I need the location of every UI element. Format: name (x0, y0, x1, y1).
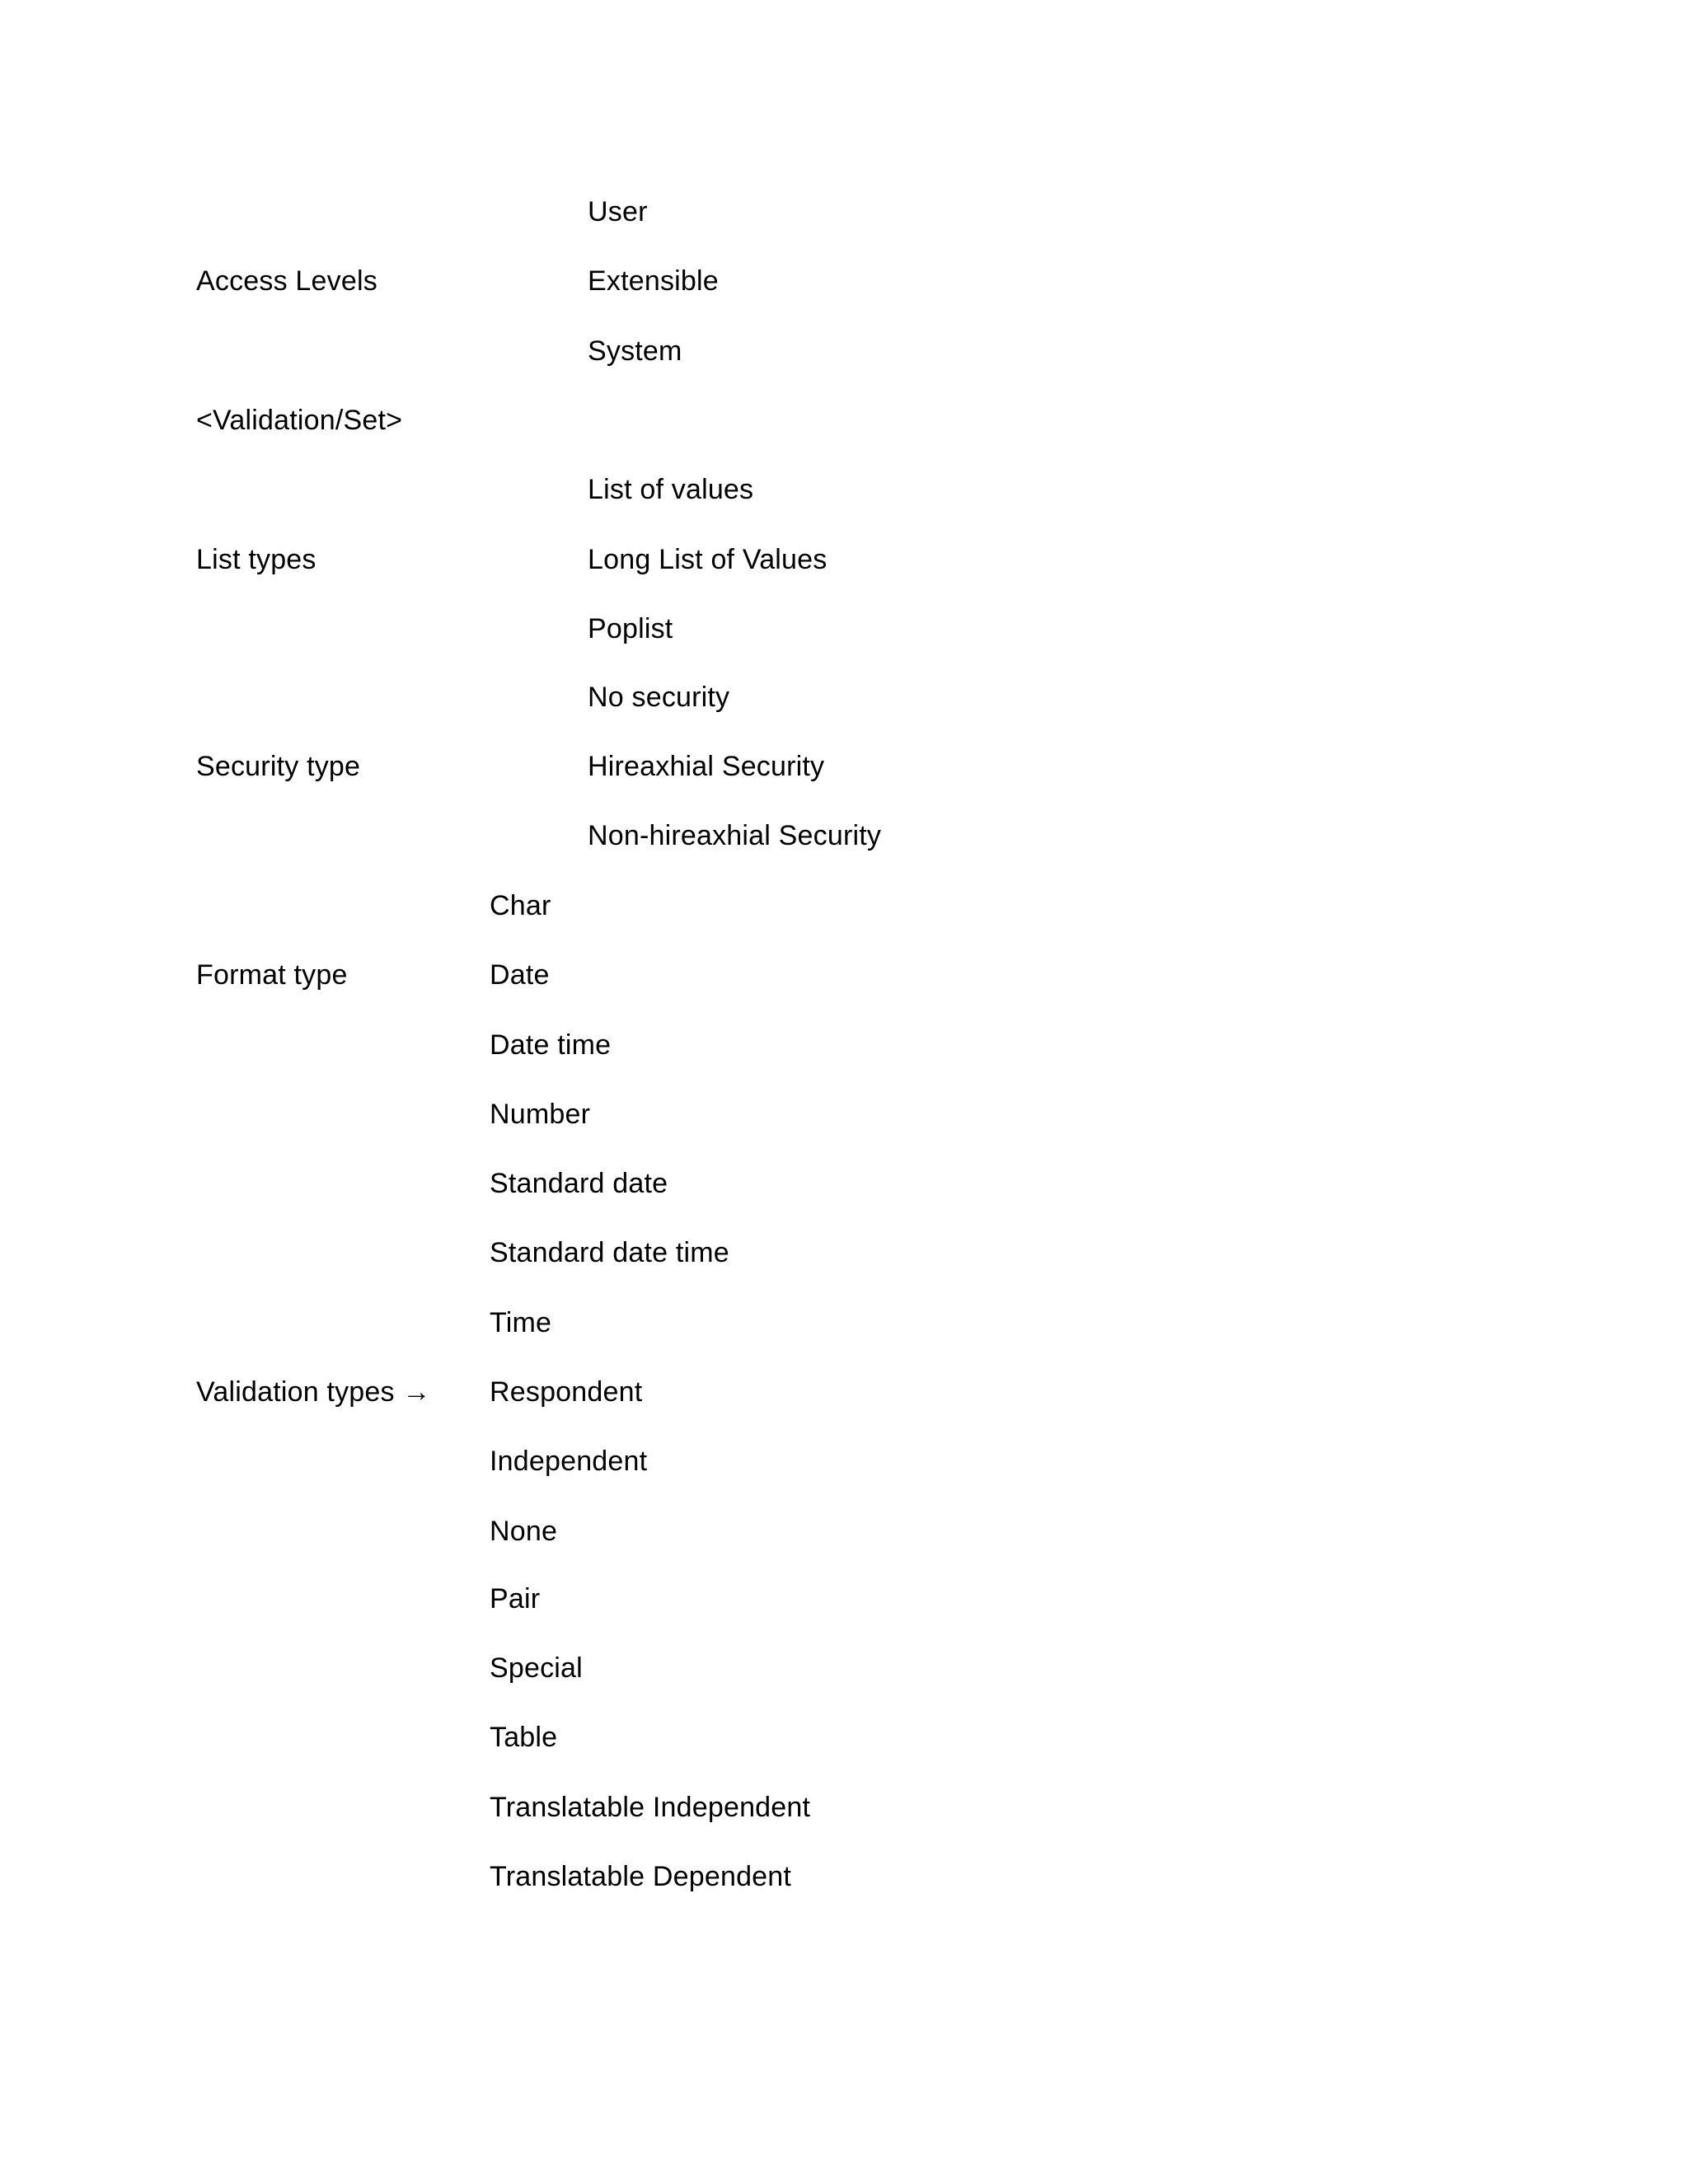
security-type-non-hierarchical: Non-hireaxhial Security (588, 820, 882, 851)
format-type-date-time: Date time (490, 1029, 612, 1061)
validation-type-translatable-independent: Translatable Independent (490, 1792, 811, 1823)
format-type-number: Number (490, 1099, 591, 1130)
format-type-date: Date (490, 959, 550, 991)
security-type-none: No security (588, 682, 730, 713)
validation-type-none: None (490, 1516, 558, 1547)
validation-type-table: Table (490, 1722, 558, 1753)
format-type-time: Time (490, 1307, 552, 1338)
format-type-standard-date: Standard date (490, 1168, 668, 1199)
access-levels-heading: Access Levels (196, 265, 377, 297)
security-type-heading: Security type (196, 751, 361, 782)
list-types-heading: List types (196, 544, 316, 575)
format-type-standard-date-time: Standard date time (490, 1237, 729, 1268)
format-type-heading: Format type (196, 959, 348, 991)
format-type-char: Char (490, 890, 551, 921)
validation-type-pair: Pair (490, 1583, 541, 1615)
validation-types-heading: Validation types → (196, 1376, 431, 1408)
list-type-poplist: Poplist (588, 613, 673, 644)
validation-type-independent: Independent (490, 1446, 648, 1477)
access-level-system: System (588, 335, 682, 367)
access-level-user: User (588, 196, 648, 227)
list-type-list-of-values: List of values (588, 474, 754, 505)
access-level-extensible: Extensible (588, 265, 719, 297)
validation-type-translatable-dependent: Translatable Dependent (490, 1861, 792, 1892)
list-type-long-list-of-values: Long List of Values (588, 544, 828, 575)
validation-type-respondent: Respondent (490, 1376, 643, 1408)
validation-set-heading: <Validation/Set> (196, 405, 403, 436)
validation-type-special: Special (490, 1652, 583, 1684)
security-type-hierarchical: Hireaxhial Security (588, 751, 825, 782)
